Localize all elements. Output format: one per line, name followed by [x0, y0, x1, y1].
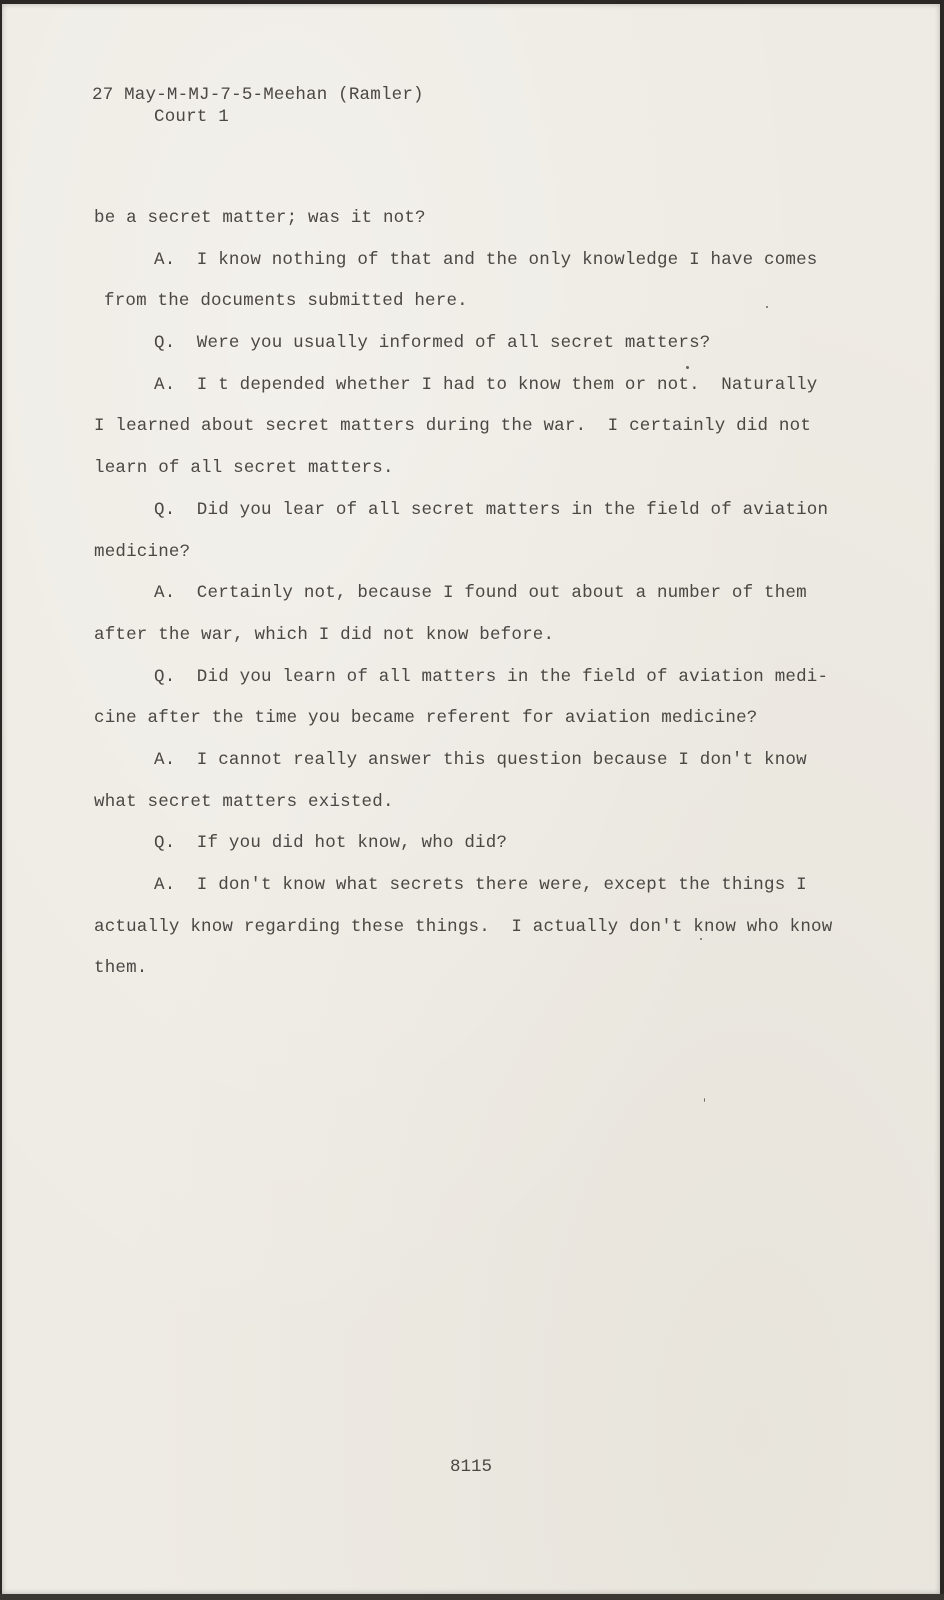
transcript-line: Q. Were you usually informed of all secret matters? [154, 333, 711, 354]
transcript-line: learn of all secret matters. [94, 458, 394, 479]
paper-speck [686, 366, 689, 369]
header-line-2: Court 1 [154, 107, 229, 127]
transcript-body [94, 207, 834, 999]
paper-speck [700, 938, 702, 940]
transcript-line: them. [94, 958, 148, 979]
transcript-line: cine after the time you became referent for aviation medicine? [94, 708, 758, 729]
scan-edge [0, 1594, 944, 1600]
transcript-line: what secret matters existed. [94, 791, 394, 812]
document-page [2, 4, 940, 1594]
paper-speck [704, 1098, 705, 1102]
page-number: 8115 [449, 1457, 492, 1477]
transcript-line: A. I t depended whether I had to know them or not. Naturally [154, 374, 818, 395]
transcript-line: from the documents submitted here. [104, 291, 468, 312]
transcript-line: I learned about secret matters during the war. I certainly did not [94, 416, 812, 437]
transcript-line: A. I cannot really answer this question because I don't know [154, 749, 807, 770]
transcript-line: actually know regarding these things. I actually don't know who know [94, 916, 833, 937]
transcript-line: A. I know nothing of that and the only knowledge I have comes [154, 249, 818, 270]
transcript-line: be a secret matter; was it not? [94, 208, 426, 228]
paper-speck [766, 306, 768, 308]
transcript-line: after the war, which I did not know before. [94, 624, 555, 645]
transcript-line: A. Certainly not, because I found out about a number of them [154, 583, 807, 604]
transcript-line: medicine? [94, 541, 191, 562]
header-line-1: 27 May-M-MJ-7-5-Meehan (Ramler) [92, 85, 424, 105]
transcript-line: Q. If you did hot know, who did? [154, 833, 508, 854]
header-caption [92, 84, 424, 128]
transcript-line: Q. Did you lear of all secret matters in the field of aviation [154, 499, 829, 520]
transcript-line: Q. Did you learn of all matters in the field of aviation medi- [154, 666, 829, 687]
transcript-line: A. I don't know what secrets there were, except the things I [154, 875, 807, 895]
